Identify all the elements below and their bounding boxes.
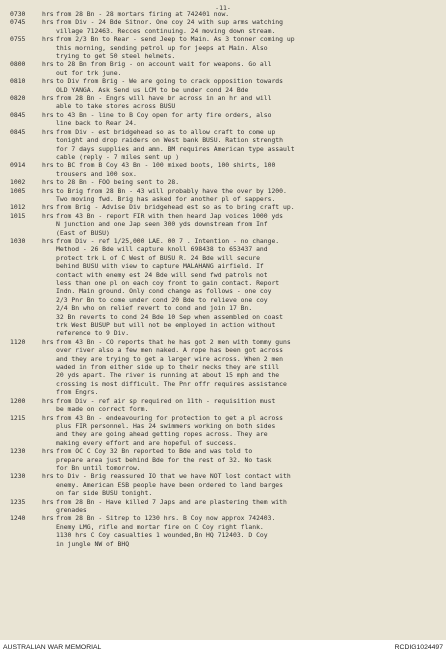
entry-text: to Brig from 28 Bn - 43 will probably have the over by 1200. Two moving fwd. Brig has asked for another pl of sappers.	[56, 186, 287, 203]
log-entry	[10, 94, 436, 111]
log-entry	[10, 472, 436, 497]
entry-hrs: hrs	[42, 77, 54, 86]
entry-hrs: hrs	[42, 236, 54, 245]
log-entry	[10, 203, 436, 211]
log-entry	[10, 161, 436, 178]
entry-time: 1240	[10, 514, 26, 523]
entry-time: 1030	[10, 236, 26, 245]
entry-hrs: hrs	[42, 60, 54, 69]
entry-hrs: hrs	[42, 10, 54, 18]
entry-hrs: hrs	[42, 203, 54, 212]
entry-hrs: hrs	[42, 447, 54, 456]
entry-time: 0730	[10, 10, 26, 18]
entry-hrs: hrs	[42, 413, 54, 422]
entry-text: from 28 Bn - Engrs will have br across in an hr and will able to take stores across BUSU	[56, 94, 272, 111]
entry-hrs: hrs	[42, 497, 54, 506]
entry-hrs: hrs	[42, 127, 54, 136]
entry-text: to BC from B Coy 43 Bn - 100 mixed boots, 100 shirts, 100 trousers and 100 sox.	[56, 161, 276, 178]
entry-hrs: hrs	[42, 337, 54, 346]
entry-text: from Div - ref air sp required on 11th - requisition must be made on correct form.	[56, 396, 276, 414]
log-entry	[10, 10, 436, 18]
entry-time: 0755	[10, 35, 26, 44]
entry-time: 1120	[10, 337, 26, 346]
entry-hrs: hrs	[42, 186, 54, 195]
entry-time: 1230	[10, 447, 26, 456]
footer-reference: RCDIG1024497	[394, 643, 443, 651]
entry-time: 1002	[10, 178, 26, 187]
entry-hrs: hrs	[42, 110, 54, 119]
log-entry	[10, 414, 436, 448]
log-entry	[10, 60, 436, 77]
entry-hrs: hrs	[42, 94, 54, 103]
archive-footer	[0, 640, 446, 654]
entry-text: to 28 Bn from Brig - on account wait for weapons. Go all out for trk june.	[56, 60, 272, 77]
entry-time: 0800	[10, 60, 26, 69]
log-entry	[10, 178, 436, 186]
entry-time: 0845	[10, 110, 26, 119]
footer-institution: AUSTRALIAN WAR MEMORIAL	[3, 643, 102, 651]
entry-hrs: hrs	[42, 161, 54, 170]
log-entry	[10, 397, 436, 414]
log-entry	[10, 447, 436, 472]
entry-text: from 43 Bn - endeavouring for protection to get a pl across plus FIR personnel. Has 24 swimmers working on both sides and they are going ahead getting ropes across. They are making every effort and are hopeful of success.	[56, 413, 284, 447]
entry-text: to Div - Brig reassured IO that we have NOT lost contact with enemy. American ESB people have been ordered to land barges on far side BUSU tonight.	[56, 472, 291, 498]
log-entry	[10, 187, 436, 204]
entry-hrs: hrs	[42, 211, 54, 220]
log-entry	[10, 514, 436, 548]
entry-hrs: hrs	[42, 178, 54, 187]
entry-text: from 43 Bn - report FIR with then heard Jap voices 1000 yds N junction and one Jap seen 300 yds downstream from Inf (East of BUSU)	[56, 211, 284, 237]
entry-time: 0914	[10, 161, 26, 170]
entry-time: 1015	[10, 211, 26, 220]
entry-text: from 2/3 Bn to Rear - send Jeep to Main. As 3 tonner coming up this morning, sending petrol up for jeeps at Main. Also trying to get 50 steel helmets.	[56, 35, 295, 61]
entry-time: 1235	[10, 497, 26, 506]
entry-time: 1200	[10, 396, 26, 405]
entry-text: from Brig - Advise Div bridgehead est so as to bring craft up.	[56, 203, 295, 212]
entry-time: 0845	[10, 127, 26, 136]
entry-hrs: hrs	[42, 35, 54, 44]
entry-hrs: hrs	[42, 396, 54, 405]
entry-text: to Div from Brig - We are going to crack opposition towards OLD YANGA. Ask Send us LCM to be under cond 24 Bde	[56, 77, 284, 94]
log-entry	[10, 498, 436, 515]
entry-text: from 43 Bn - CO reports that he has got 2 men with tommy guns over river also a few men naked. A rope has been got across and they are trying to get a larger wire across. When 2 men waded in from either side up to their necks they are still 20 yds apart. The river is running at about 15 mph and the crossing is most difficult. The Pnr offr requires assistance from Engrs.	[56, 337, 291, 397]
entry-time: 1215	[10, 413, 26, 422]
log-entry	[10, 212, 436, 237]
entry-hrs: hrs	[42, 472, 54, 481]
log-entry	[10, 111, 436, 128]
log-entry	[10, 128, 436, 162]
entry-time: 0820	[10, 94, 26, 103]
entry-text: to 43 Bn - line to B Coy open for arty fire orders, also line back to Rear 24.	[56, 110, 272, 128]
page-number: -11-	[215, 4, 231, 12]
entry-text: from 28 Bn - 28 mortars firing at 742401 now.	[56, 10, 230, 18]
entry-text: to 28 Bn - FOO being sent to 28.	[56, 178, 180, 187]
entry-hrs: hrs	[42, 514, 54, 523]
log-entry	[10, 18, 436, 35]
entry-text: from OC C Coy 32 Bn reported to Bde and was told to prepare area just behind Bde for the rest of 32. No task for Bn until tomorrow.	[56, 447, 272, 472]
entry-hrs: hrs	[42, 18, 54, 27]
log-entry	[10, 77, 436, 94]
war-diary-log	[10, 10, 436, 548]
entry-text: from Div - ref 1/25,000 LAE. 00 7 . Intention - no change. Method - 26 Bde will capture knoll 698438 to 653437 and protect trk L of C West of BUSU R. 24 Bde will secure behind BUSU with view to capture MALAHANG airfield. If contact with enemy est 24 Bde will send fwd patrols not less than one pl on each coy front to gain contact. Report Indn. Main ground. Only cond change as follows - one coy 2/3 Pnr Bn to come under cond 20 Bde to relieve one coy 2/4 Bn who on relief revert to cond and join 17 Bn. 32 Bn reverts to cond 24 Bde 10 Sep when assembled on coast trk West BUSUP but will not be employed in action without reference to 9 Div.	[56, 236, 284, 338]
entry-text: from Div - 24 Bde Sitnor. One coy 24 with sup arms watching village 712463. Recces continuing. 24 moving down stream.	[56, 18, 284, 35]
entry-time: 1012	[10, 203, 26, 212]
entry-text: from Div - est bridgehead so as to allow craft to come up tonight and drop raiders on West bank BUSU. Ration strength for 7 days supplies and amn. BM requires American type assault cable (reply - 7 miles sent up )	[56, 127, 295, 161]
entry-text: from 28 Bn - Have killed 7 Japs and are plastering them with grenades	[56, 497, 287, 514]
log-entry	[10, 338, 436, 397]
entry-time: 1005	[10, 186, 26, 195]
entry-text: from 28 Bn - Sitrep to 1230 hrs. B Coy now approx 742403. Enemy LMG, rifle and mortar fire on C Coy right flank. 1130 hrs C Coy casualties 1 wounded,Bn HQ 712403. D Coy in jungle NW of BHQ	[56, 514, 276, 548]
entry-time: 1230	[10, 472, 26, 481]
entry-time: 0745	[10, 18, 26, 27]
log-entry	[10, 237, 436, 338]
log-entry	[10, 35, 436, 60]
entry-time: 0810	[10, 77, 26, 86]
